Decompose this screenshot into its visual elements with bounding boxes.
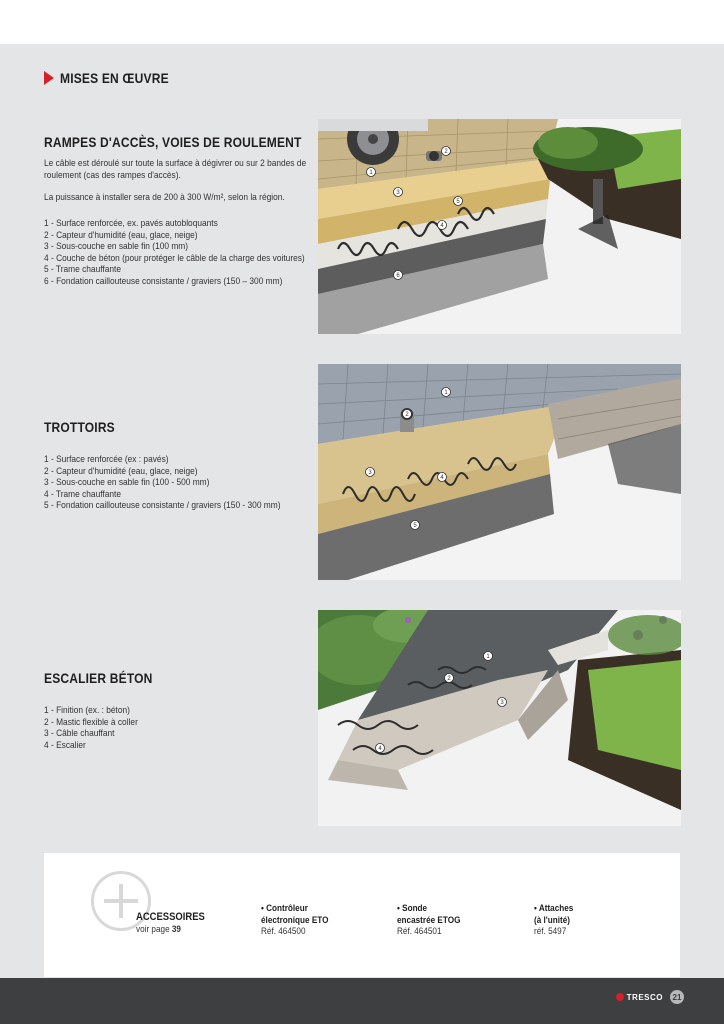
list-item: 5 - Trame chauffante <box>44 264 121 275</box>
marker-label: 4 <box>440 475 444 481</box>
accessory-ref: Réf. 464501 <box>397 926 442 937</box>
trottoirs-illustration <box>318 364 681 580</box>
list-item: 6 - Fondation caillouteuse consistante / graviers (150 – 300 mm) <box>44 275 283 287</box>
list-item: 4 - Couche de béton (pour protéger le câble de la charge des voitures) <box>44 252 305 264</box>
list-item: 4 - Escalier <box>44 739 86 751</box>
page-number: 21 <box>670 990 684 1004</box>
triangle-bullet-icon <box>44 71 54 85</box>
list-item: 1 - Surface renforcée, ex. pavés autobloquants <box>44 218 218 229</box>
list-item: 2 - Capteur d'humidité (eau, glace, neige) <box>44 229 198 241</box>
list-item: 1 - Finition (ex. : béton) <box>44 705 130 716</box>
list-item: 4 - Trame chauffante <box>44 488 121 500</box>
accessory-item <box>261 903 328 938</box>
brand-name: TRESCO <box>626 992 663 1002</box>
marker-label: 6 <box>396 273 400 279</box>
accessory-name-line2: encastrée ETOG <box>397 914 461 926</box>
marker-label: 1 <box>486 654 490 660</box>
rampes-list <box>44 218 317 287</box>
marker-label: 2 <box>405 412 409 418</box>
trottoirs-title: TROTTOIRS <box>44 419 115 435</box>
accessory-name-line2: (à l'unité) <box>534 914 570 926</box>
section-heading <box>44 70 187 86</box>
accessories-page-link[interactable] <box>136 924 181 935</box>
rampes-title: RAMPES D'ACCÈS, VOIES DE ROULEMENT <box>44 134 302 150</box>
marker-label: 3 <box>500 700 504 706</box>
rampes-intro: Le câble est déroulé sur toute la surface à dégivrer ou sur 2 bandes de roulement (cas des rampes d'accès). <box>44 158 307 181</box>
trottoirs-list <box>44 454 317 512</box>
marker-label: 4 <box>440 223 444 229</box>
rampes-illustration <box>318 119 681 334</box>
marker-label: 4 <box>378 746 382 752</box>
list-item: 3 - Sous-couche en sable fin (100 mm) <box>44 241 189 252</box>
list-item: 1 - Surface renforcée (ex : pavés) <box>44 454 169 465</box>
marker-label: 2 <box>447 676 451 682</box>
accessory-ref: Réf. 464500 <box>261 926 306 937</box>
accessory-item <box>397 903 460 938</box>
accessory-name-line1: • Contrôleur <box>261 903 308 914</box>
list-item: 3 - Câble chauffant <box>44 728 115 739</box>
marker-label: 5 <box>413 523 417 529</box>
accessory-name-line2: électronique ETO <box>261 914 329 926</box>
accessories-box <box>44 853 680 977</box>
marker-label: 5 <box>456 199 460 205</box>
marker-label: 3 <box>396 190 400 196</box>
accessory-name-line1: • Sonde <box>397 903 428 914</box>
link-page-number: 39 <box>171 924 181 935</box>
accessory-ref: réf. 5497 <box>534 926 567 937</box>
list-item: 2 - Capteur d'humidité (eau, glace, neige) <box>44 465 198 477</box>
list-item: 3 - Sous-couche en sable fin (100 - 500 mm) <box>44 477 210 488</box>
escalier-illustration <box>318 610 681 826</box>
accessories-title: ACCESSOIRES <box>136 911 205 923</box>
marker-label: 1 <box>444 390 448 396</box>
marker-label: 2 <box>444 149 448 155</box>
accessory-name-line1: • Attaches <box>534 903 574 914</box>
footer-bar <box>0 978 724 1024</box>
brand <box>616 990 684 1004</box>
rampes-power: La puissance à installer sera de 200 à 300 W/m², selon la région. <box>44 192 285 203</box>
section-heading-text: MISES EN ŒUVRE <box>60 70 169 86</box>
accessory-item <box>534 903 573 938</box>
brand-logo-icon <box>616 993 624 1001</box>
marker-label: 3 <box>368 470 372 476</box>
list-item: 2 - Mastic flexible à coller <box>44 716 138 728</box>
list-item: 5 - Fondation caillouteuse consistante / graviers (150 - 300 mm) <box>44 500 281 511</box>
marker-label: 1 <box>369 170 373 176</box>
link-prefix: voir page <box>136 924 170 935</box>
escalier-title: ESCALIER BÉTON <box>44 670 153 686</box>
escalier-list <box>44 705 317 751</box>
